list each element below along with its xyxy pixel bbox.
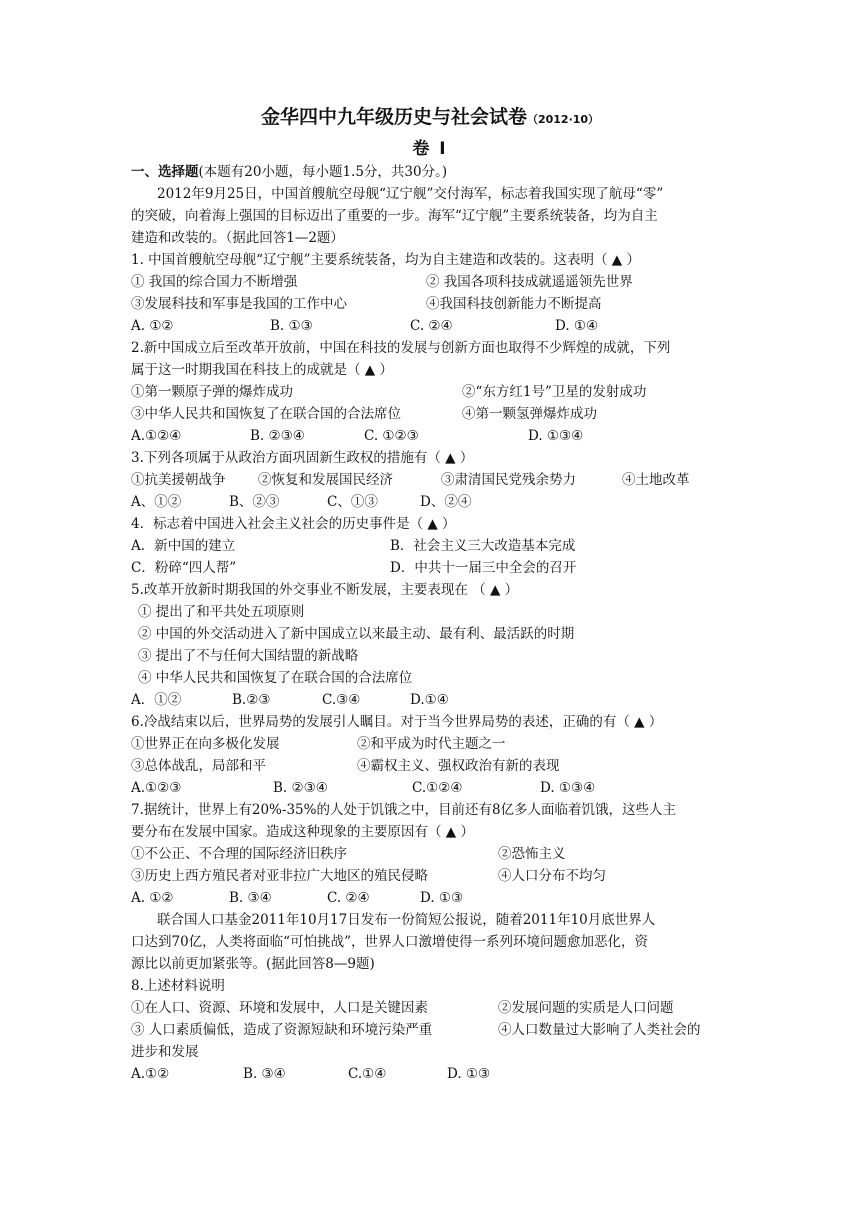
q4-choice-b: B．社会主义三大改造基本完成 <box>390 538 576 554</box>
q2-stem: 属于这一时期我国在科技上的成就是（ ▲ ） <box>131 362 393 378</box>
passage1-line: 的突破，向着海上强国的目标迈出了重要的一步。海军“辽宁舰”主要系统装备，均为自主 <box>131 208 658 224</box>
q4-choice-a: A．新中国的建立 <box>131 538 236 554</box>
q6-choice-b: B. ②③④ <box>273 780 328 796</box>
paper-part-label: 卷 I <box>412 139 448 159</box>
q2-item: ①第一颗原子弹的爆炸成功 <box>131 384 293 400</box>
q5-choice-b: B.②③ <box>232 692 271 708</box>
q1-item: ① 我国的综合国力不断增强 <box>131 274 298 290</box>
q8-item: ②发展问题的实质是人口问题 <box>498 1000 674 1016</box>
q4-stem: 4．标志着中国进入社会主义社会的历史事件是（ ▲ ） <box>131 516 456 532</box>
q7-item: ③历史上西方殖民者对亚非拉广大地区的殖民侵略 <box>131 868 428 884</box>
q8-item: 进步和发展 <box>131 1044 199 1060</box>
q5-choice-c: C.③④ <box>322 692 361 708</box>
q6-item: ③总体战乱，局部和平 <box>131 758 266 774</box>
q7-stem: 要分布在发展中国家。造成这种现象的主要原因有（ ▲ ） <box>131 824 474 840</box>
q1-choice-a: A. ①② <box>131 318 174 334</box>
q3-item: ④土地改革 <box>622 472 690 488</box>
q1-choice-c: C. ②④ <box>410 318 453 334</box>
q6-choice-a: A.①②③ <box>131 780 182 796</box>
q7-choice-d: D. ①③ <box>420 890 464 906</box>
q5-item: ② 中国的外交活动进入了新中国成立以来最主动、最有利、最活跃的时期 <box>138 626 575 642</box>
passage2-line: 口达到70亿，人类将面临“可怕挑战”，世界人口激增使得一系列环境问题愈加恶化，资 <box>131 934 648 950</box>
q5-item: ④ 中华人民共和国恢复了在联合国的合法席位 <box>138 670 413 686</box>
q2-choice-a: A.①②④ <box>131 428 182 444</box>
section-note: (本题有20小题，每小题1.5分，共30分。) <box>198 164 448 180</box>
q3-item: ③肃清国民党残余势力 <box>441 472 576 488</box>
passage2-line: 联合国人口基金2011年10月17日发布一份简短公报说，随着2011年10月底世界人 <box>157 912 656 928</box>
q6-item: ②和平成为时代主题之一 <box>357 736 506 752</box>
q7-stem: 7.据统计，世界上有20%-35%的人处于饥饿之中，目前还有8亿多人面临着饥饿，这些人主 <box>131 802 677 818</box>
q3-choice-b: B、②③ <box>229 494 280 510</box>
q1-choice-b: B. ①③ <box>270 318 313 334</box>
q7-choice-b: B. ③④ <box>229 890 272 906</box>
q8-stem: 8.上述材料说明 <box>131 978 225 994</box>
q1-item: ④我国科技创新能力不断提高 <box>426 296 602 312</box>
q2-item: ③中华人民共和国恢复了在联合国的合法席位 <box>131 406 401 422</box>
q8-choice-c: C.①④ <box>348 1066 387 1082</box>
q5-item: ③ 提出了不与任何大国结盟的新战略 <box>138 648 359 664</box>
q8-choice-b: B. ③④ <box>243 1066 286 1082</box>
q6-item: ①世界正在向多极化发展 <box>131 736 280 752</box>
q3-item: ①抗美援朝战争 <box>131 472 226 488</box>
q4-choice-d: D．中共十一届三中全会的召开 <box>390 560 577 576</box>
q2-item: ④第一颗氢弹爆炸成功 <box>462 406 597 422</box>
q8-item: ③ 人口素质偏低，造成了资源短缺和环境污染严重 <box>131 1022 433 1038</box>
q4-choice-c: C．粉碎“四人帮” <box>131 560 237 576</box>
title-text: 金华四中九年级历史与社会试卷 <box>260 106 527 128</box>
section-heading: 一、选择题 <box>131 164 199 180</box>
q7-item: ④人口分布不均匀 <box>498 868 606 884</box>
q3-item: ②恢复和发展国民经济 <box>258 472 393 488</box>
q6-choice-d: D. ①③④ <box>540 780 596 796</box>
q5-stem: 5.改革开放新时期我国的外交事业不断发展，主要表现在 （ ▲ ） <box>131 582 519 598</box>
q8-choice-d: D. ①③ <box>447 1066 491 1082</box>
q1-item: ② 我国各项科技成就遥遥领先世界 <box>426 274 633 290</box>
q5-choice-d: D.①④ <box>410 692 449 708</box>
q8-item: ④人口数量过大影响了人类社会的 <box>498 1022 701 1038</box>
q6-item: ④霸权主义、强权政治有新的表现 <box>357 758 560 774</box>
q7-choice-a: A. ①② <box>131 890 174 906</box>
q7-item: ①不公正、不合理的国际经济旧秩序 <box>131 846 347 862</box>
passage1-line: 2012年9月25日，中国首艘航空母舰“辽宁舰”交付海军，标志着我国实现了航母“零” <box>157 186 664 202</box>
q2-item: ②“东方红1号”卫星的发射成功 <box>462 384 647 400</box>
passage1-line: 建造和改装的。（据此回答1—2题） <box>131 230 344 246</box>
q8-item: ①在人口、资源、环境和发展中，人口是关键因素 <box>131 1000 428 1016</box>
q1-choice-d: D. ①④ <box>555 318 599 334</box>
q3-choice-d: D、②④ <box>420 494 472 510</box>
passage2-line: 源比以前更加紧张等。(据此回答8—9题) <box>131 956 375 972</box>
q5-choice-a: A．①② <box>131 692 182 708</box>
q6-stem: 6.冷战结束以后，世界局势的发展引人瞩目。对于当今世界局势的表述，正确的有（ ▲ ） <box>131 714 663 730</box>
q3-choice-a: A、①② <box>131 494 182 510</box>
q3-choice-c: C、①③ <box>327 494 378 510</box>
q7-item: ②恐怖主义 <box>498 846 566 862</box>
q3-stem: 3.下列各项属于从政治方面巩固新生政权的措施有（ ▲ ） <box>131 450 474 466</box>
q8-choice-a: A.①② <box>131 1066 170 1082</box>
q2-choice-d: D. ①③④ <box>528 428 584 444</box>
q2-stem: 2.新中国成立后至改革开放前，中国在科技的发展与创新方面也取得不少辉煌的成就，下列 <box>131 340 671 356</box>
q7-choice-c: C. ②④ <box>327 890 370 906</box>
exam-title <box>0 102 860 129</box>
q1-stem: 1. 中国首艘航空母舰“辽宁舰”主要系统装备，均为自主建造和改装的。这表明（ ▲ ） <box>131 252 640 268</box>
q2-choice-b: B. ②③④ <box>250 428 305 444</box>
q1-item: ③发展科技和军事是我国的工作中心 <box>131 296 347 312</box>
section-header <box>131 162 447 182</box>
q6-choice-c: C.①②④ <box>412 780 463 796</box>
q5-item: ① 提出了和平共处五项原则 <box>138 604 305 620</box>
q2-choice-c: C. ①②③ <box>364 428 419 444</box>
title-year: （2012·10） <box>526 113 600 126</box>
